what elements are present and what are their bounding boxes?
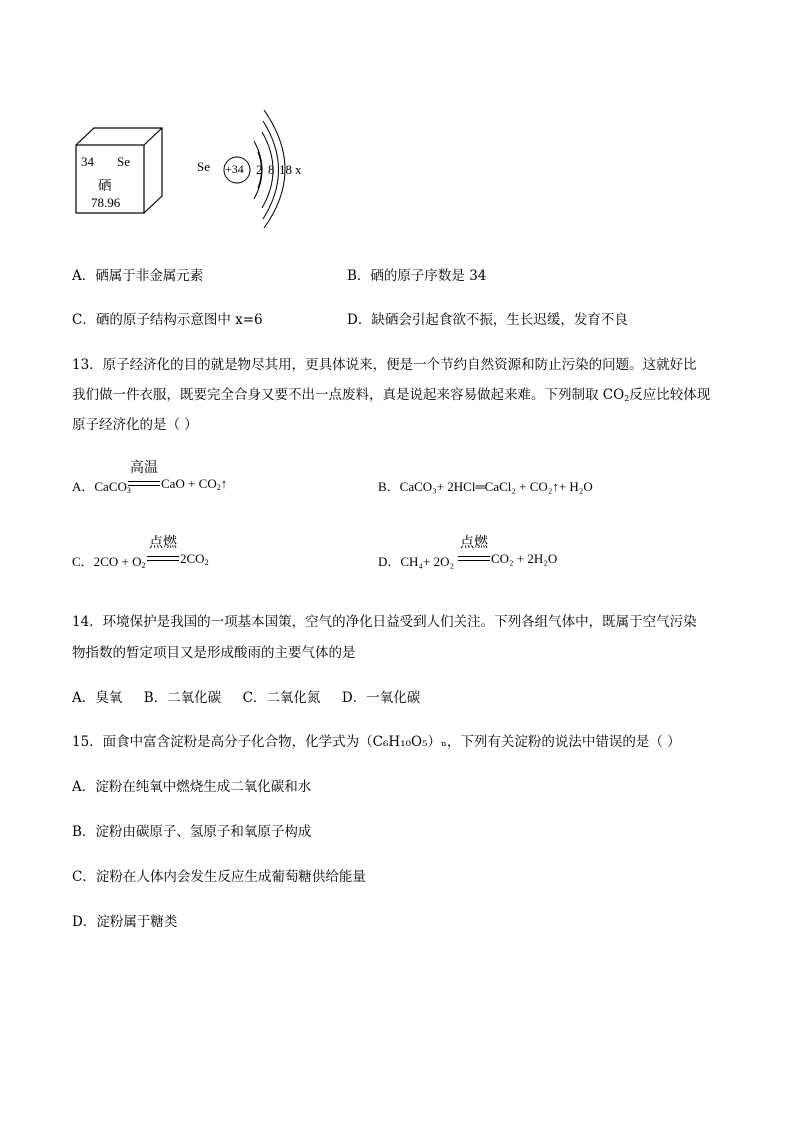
q12-option-b: B．硒的原子序数是 34: [347, 268, 487, 284]
q14-stem-line1: 14．环境保护是我国的一项基本国策，空气的净化日益受到人们关注。下列各组气体中，既属于空气污染: [72, 614, 697, 630]
q15-option-c: C．淀粉在人体内会发生反应生成葡萄糖供给能量: [72, 869, 366, 885]
q13-stem-line3: 原子经济化的是（ ）: [72, 417, 198, 433]
q13-stem-line2: 我们做一件衣服，既要完全合身又要不出一点废料，真是说起来容易做起来难。下列制取 $CO_2$反应比较体现: [72, 387, 711, 403]
q15-stem: 15．面食中富含淀粉是高分子化合物，化学式为（C₆H₁₀O₅）ₙ，下列有关淀粉的说法中错误的是（ ）: [72, 734, 681, 750]
q14-stem-line2: 物指数的暂定项目又是形成酸雨的主要气体的是: [72, 645, 356, 661]
atomic-mass: 78.96: [91, 195, 121, 210]
q12-option-d: D．缺硒会引起食欲不振，生长迟缓，发育不良: [347, 312, 628, 328]
q13-option-d-products: CO₂ + 2H₂O: [491, 551, 558, 566]
q15-option-d: D．淀粉属于糖类: [72, 914, 178, 930]
element-symbol: Se: [117, 154, 130, 169]
q13-option-c-products: $2CO_2$: [180, 551, 209, 567]
q15-option-a: A．淀粉在纯氧中燃烧生成二氧化碳和水: [72, 779, 312, 795]
q13-c-equals: [147, 556, 179, 561]
atom-symbol: Se: [197, 159, 210, 174]
q13-d-condition: 点燃: [460, 535, 488, 551]
q15-option-b: B．淀粉由碳原子、氢原子和氧原子构成: [72, 824, 312, 840]
q13-option-c: C．$2CO + O_2$: [72, 554, 146, 570]
shell-4: x: [295, 162, 302, 177]
shell-3: 18: [279, 162, 292, 177]
nucleus-charge: +34: [225, 162, 244, 176]
q13-option-b: B．CaCO₃+ 2HCl═CaCl₂ + CO₂↑+ H₂O: [378, 479, 593, 494]
shell-2: 8: [268, 162, 275, 177]
shell-1: 2: [256, 162, 263, 177]
atomic-number: 34: [81, 154, 94, 169]
q13-option-d: D．CH₄+ 2O₂: [378, 554, 454, 569]
q13-d-equals: [458, 556, 490, 561]
q13-a-equals: [128, 481, 160, 486]
q12-option-c: C．硒的原子结构示意图中 x=6: [72, 312, 263, 328]
q13-c-condition: 点燃: [149, 535, 177, 551]
element-name: 硒: [98, 178, 112, 194]
q14-options: A．臭氧 B．二氧化碳 C．二氧化氮 D．一氧化碳: [72, 690, 421, 706]
q13-a-condition: 高温: [130, 460, 158, 476]
q13-option-a-products: CaO + $CO_2↑$: [161, 476, 228, 492]
q12-option-a: A．硒属于非金属元素: [72, 268, 204, 284]
q13-option-a: A．CaCO$_3$: [72, 479, 131, 495]
q13-stem-line1: 13．原子经济化的目的就是物尽其用，更具体说来，便是一个节约自然资源和防止污染的问题。这就好比: [72, 357, 697, 373]
